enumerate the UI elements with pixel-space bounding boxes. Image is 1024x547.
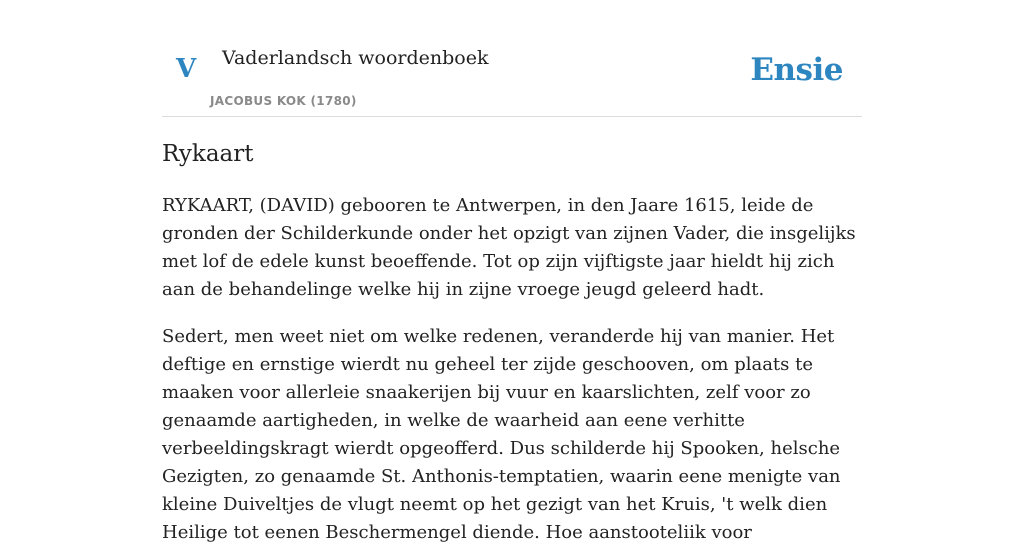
ensie-logo[interactable]: Ensie: [750, 52, 843, 88]
book-letter-v-icon[interactable]: V: [176, 54, 197, 84]
book-header: [162, 0, 862, 117]
entry-content: [162, 136, 862, 547]
entry-title: Rykaart: [162, 141, 254, 167]
entry-paragraph-1: RYKAART, (DAVID) gebooren te Antwerpen, in den Jaare 1615, leide de gronden der Schilderkunde onder het opzigt van zijnen Vader, die insgelijks met lof de edele kunst beoeffende. Tot op zijn vijftigste jaar hieldt hij zich aan de behandelinge welke hij in zijne vroege jeugd geleerd hadt.: [162, 195, 856, 300]
book-title-link[interactable]: Vaderlandsch woordenboek: [222, 47, 489, 69]
entry-paragraph-2: Sedert, men weet niet om welke redenen, veranderde hij van manier. Het deftige en ernstige wierdt nu geheel ter zijde geschooven, om plaats te maaken voor allerleie snaakerijen bij vuur en kaarslichten, zelf voor zo genaamde aartigheden, in welke de waarheid aan eene verhitte verbeeldingskragt wierdt opgeofferd. Dus schilderde hij Spooken, helsche Gezigten, zo genaamde St. Anthonis-temptatien, waarin eene menigte van kleine Duiveltjes de vlugt neemt op het gezigt van het Kruis, 't welk dien Heilige tot eenen Beschermengel diende. Hoe aanstooteliik voor: [162, 326, 841, 543]
book-author: JACOBUS KOK (1780): [210, 94, 357, 108]
